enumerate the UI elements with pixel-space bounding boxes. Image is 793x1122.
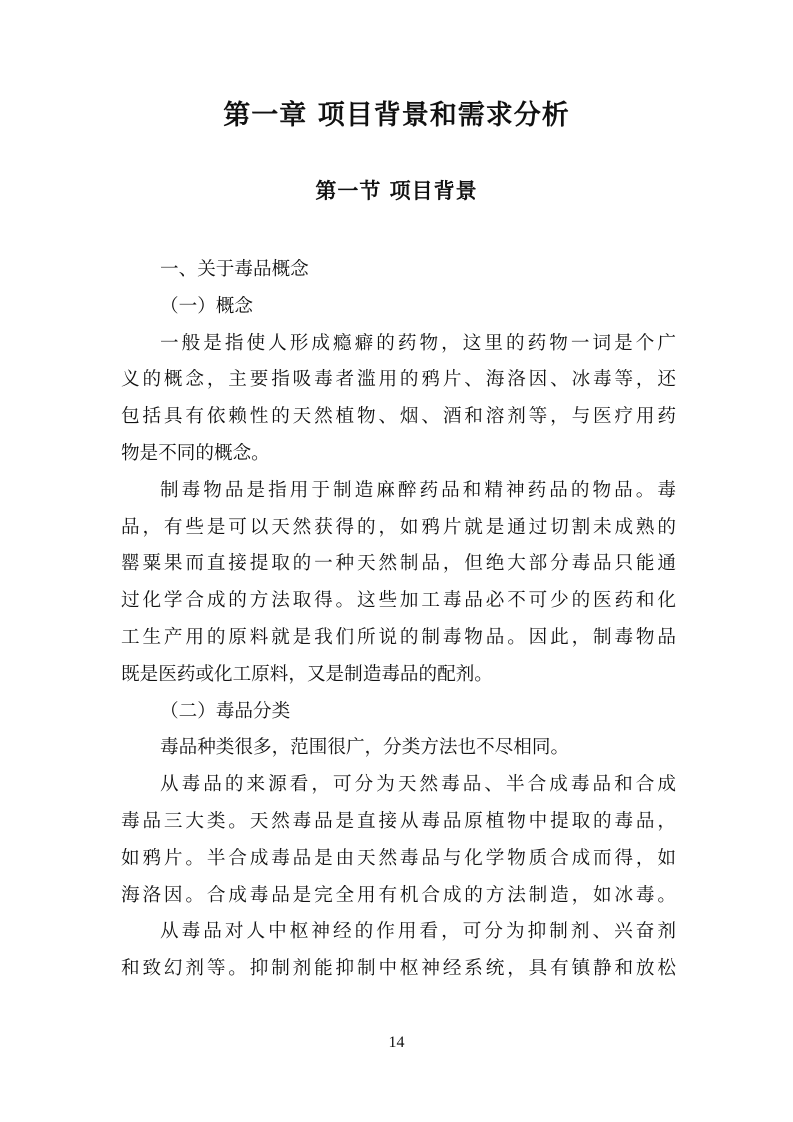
paragraph-line: 包括具有依赖性的天然植物、烟、酒和溶剂等，与医疗用药	[121, 406, 676, 428]
paragraph-line: 过化学合成的方法取得。这些加工毒品必不可少的医药和化	[121, 590, 676, 612]
paragraph-line: 义的概念，主要指吸毒者滥用的鸦片、海洛因、冰毒等，还	[121, 369, 676, 391]
heading-level-2: （一）概念	[160, 295, 253, 317]
paragraph-line: 从毒品的来源看，可分为天然毒品、半合成毒品和合成	[160, 774, 676, 796]
paragraph-line: 如鸦片。半合成毒品是由天然毒品与化学物质合成而得，如	[121, 847, 676, 869]
heading-level-1: 一、关于毒品概念	[160, 259, 309, 280]
paragraph-line: 物是不同的概念。	[121, 442, 270, 464]
paragraph-line: 海洛因。合成毒品是完全用有机合成的方法制造，如冰毒。	[121, 884, 676, 906]
paragraph-line: 既是医药或化工原料，又是制造毒品的配剂。	[121, 663, 493, 685]
section-title: 第一节 项目背景	[315, 179, 478, 203]
paragraph-line: 品，有些是可以天然获得的，如鸦片就是通过切割未成熟的	[121, 516, 676, 538]
paragraph-line: 毒品三大类。天然毒品是直接从毒品原植物中提取的毒品，	[121, 810, 676, 832]
body-text	[121, 252, 676, 988]
paragraph-line: 一般是指使人形成瘾癖的药物，这里的药物一词是个广	[160, 332, 676, 354]
paragraph-line: 工生产用的原料就是我们所说的制毒物品。因此，制毒物品	[121, 626, 676, 648]
paragraph-line: 毒品种类很多，范围很广，分类方法也不尽相同。	[160, 737, 570, 759]
chapter-title: 第一章 项目背景和需求分析	[223, 100, 570, 131]
paragraph-line: 从毒品对人中枢神经的作用看，可分为抑制剂、兴奋剂	[160, 921, 676, 943]
paragraph-line: 制毒物品是指用于制造麻醉药品和精神药品的物品。毒	[160, 479, 676, 501]
paragraph-line: 和致幻剂等。抑制剂能抑制中枢神经系统，具有镇静和放松	[121, 958, 676, 980]
heading-level-2: （二）毒品分类	[160, 700, 291, 722]
paragraph-line: 罂粟果而直接提取的一种天然制品，但绝大部分毒品只能通	[121, 553, 676, 575]
page-number: 14	[388, 1034, 405, 1051]
